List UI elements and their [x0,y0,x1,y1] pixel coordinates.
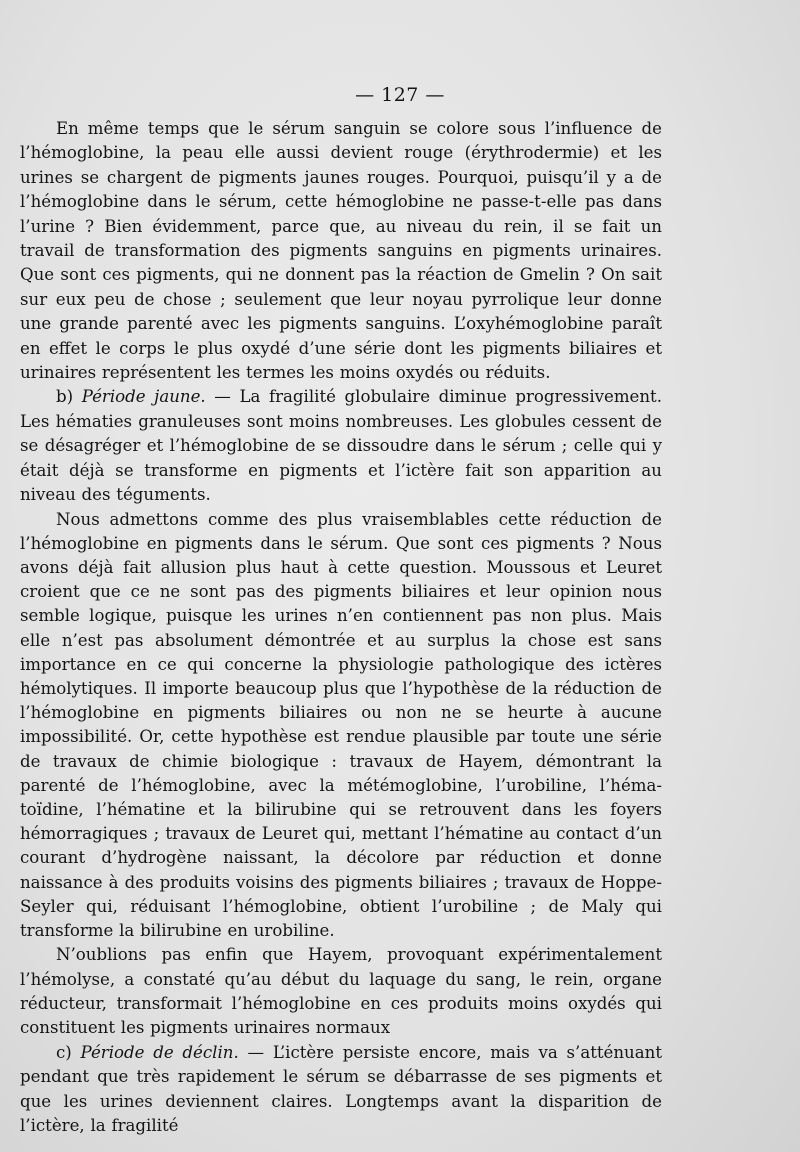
body-text [20,117,662,1138]
paragraph-reduction-hypothesis: Nous admettons comme des plus vraisemblables cette réduction de l’hémoglobine en pigments dans le sérum. Que sont ces pigments ? Nous avons déjà fait allusion plus haut à cette question. Moussous et Leuret croient que ce ne sont pas des pigments biliaires et leur opinion nous semble logique, puisque les urines n’en contiennent pas non plus. Mais elle n’est pas absolument démontrée et au surplus la chose est sans importance en ce qui concerne la physiologie pathologique des ictères hémolytiques. Il importe beaucoup plus que l’hypothèse de la réduction de l’hémoglobine en pigments biliaires ou non ne se heurte à aucune impossibilité. Or, cette hypothèse est rendue plausible par toute une série de travaux de chimie biologique : travaux de Hayem, démontrant la parenté de l’hémoglobine, avec la métémoglobine, l’urobiline, l’hématoïdine, l’hématine et la bilirubine qui se retrouvent dans les foyers hémorragiques ; travaux de Leuret qui, mettant l’hématine au contact d’un courant d’hydrogène naissant, la décolore par réduction et donne naissance à des produits voisins des pigments biliaires ; travaux de Hoppe-Seyler qui, réduisant l’hémoglobine, obtient l’urobiline ; de Maly qui transforme la bilirubine en urobiline. [20,509,662,940]
paragraph-hayem-hemolyse: N’oublions pas enfin que Hayem, provoquant expérimentalement l’hémolyse, a constaté qu’au début du laquage du sang, le rein, organe réducteur, transformait l’hémoglobine en ces produits moins oxydés qui constituent les pigments urinaires normaux [20,945,662,1038]
paragraph-periode-jaune [20,385,662,507]
paragraph-periode-declin-text: — L’ictère persiste encore, mais va s’atténuant pendant que très rapidement le sérum se débarrasse de ses pigments et que les urines deviennent claires. Longtemps avant la disparition de l’ictère, la fragilité [20,1042,662,1135]
paragraph-hemoglobin-serum: En même temps que le sérum sanguin se colore sous l’influence de l’hémoglobine, la peau elle aussi devient rouge (érythrodermie) et les urines se chargent de pigments jaunes rouges. Pourquoi, puisqu’il y a de l’hémoglobine dans le sérum, cette hémoglobine ne passe-t-elle pas dans l’urine ? Bien évidemment, parce que, au niveau du rein, il se fait un travail de transformation des pigments sanguins en pigments urinaires. Que sont ces pigments, qui ne donnent pas la réaction de Gmelin ? On sait sur eux peu de chose ; seulement que leur noyau pyrrolique leur donne une grande parenté avec les pigments sanguins. L’oxyhémoglobine paraît en effet le corps le plus oxydé d’une série dont les pigments biliaires et urinaires représentent les termes les moins oxydés ou réduits. [20,119,662,383]
section-label-b: b) [56,387,82,407]
paragraph-periode-jaune-text: — La fragilité globulaire diminue progressivement. Les hématies granuleuses sont moins nombreuses. Les globules cessent de se désagréger et l’hémoglobine de se dissoudre dans le sérum ; celle qui y était déjà se transforme en pigments et l’ictère fait son apparition au niveau des téguments. [20,387,662,505]
paragraph-periode-declin [20,1041,662,1139]
page-number: — 127 — [355,84,445,106]
section-label-c: c) [56,1042,81,1062]
section-heading-periode-declin: Période de déclin. [80,1042,239,1062]
section-heading-periode-jaune: Période jaune. [81,387,206,407]
